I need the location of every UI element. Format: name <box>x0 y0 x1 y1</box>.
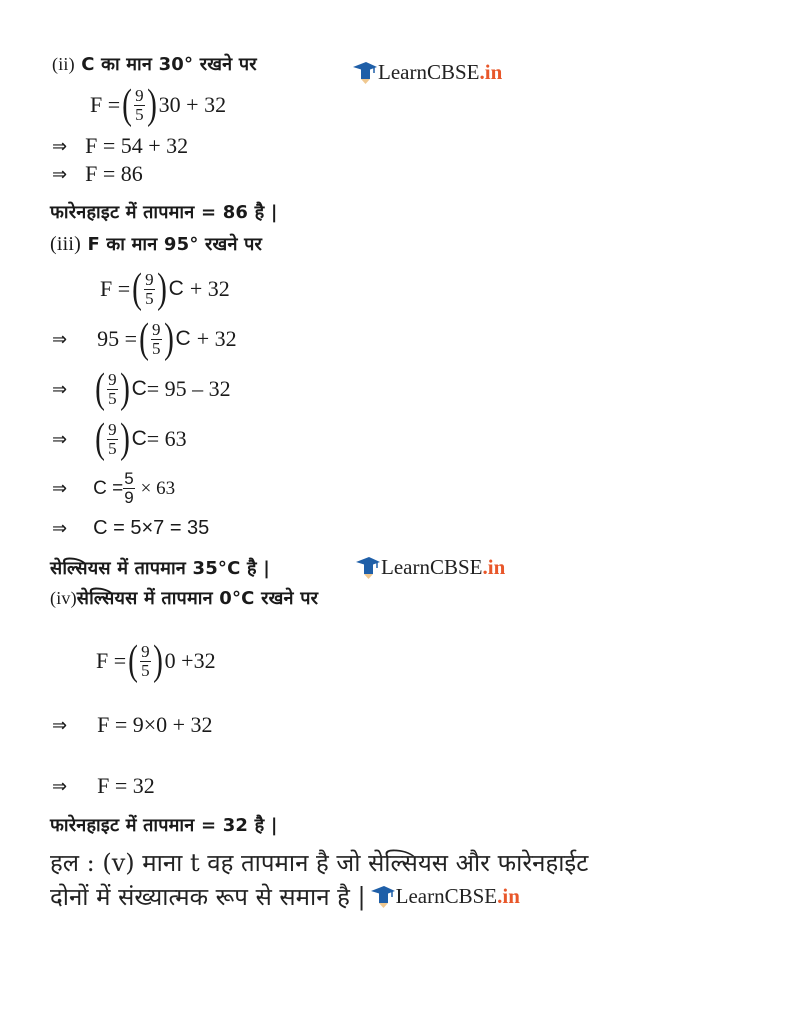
fraction: ( $\frac{9}{5}$ ) <box>95 366 130 412</box>
eq-text: F = 54 + 32 <box>85 133 189 158</box>
conclusion: फारेनहाइट में तापमान = 32 है | <box>50 815 278 836</box>
equation <box>52 368 231 410</box>
eq-text: C = 5×7 = 35 <box>93 517 210 539</box>
equation <box>90 84 226 126</box>
graduation-cap-pencil-icon <box>355 556 381 580</box>
numerator: 9 <box>141 641 150 661</box>
eq-rhs: = 95 – 32 <box>146 376 231 401</box>
part-label: (iv) <box>50 588 77 608</box>
eq-lhs: C = <box>93 477 124 499</box>
equation <box>100 268 230 310</box>
implies-icon: ⇒ <box>52 163 68 185</box>
implies-icon: ⇒ <box>52 328 68 350</box>
fraction: ( $\frac{9}{5}$ ) <box>132 266 167 312</box>
eq-lhs: F = <box>90 92 121 117</box>
solution-text-line-2-row <box>50 880 520 913</box>
equation <box>52 133 188 159</box>
eq-rhs: 0 +32 <box>164 648 216 673</box>
numerator: 9 <box>135 85 144 105</box>
fraction: ( $\frac{9}{5}$ ) <box>128 638 163 684</box>
eq-text: F = 32 <box>97 773 155 798</box>
equation <box>52 470 175 507</box>
variable: C <box>175 327 191 350</box>
eq-rhs: + 32 <box>196 326 237 351</box>
eq-lhs: 95 = <box>97 326 138 351</box>
part-label: (ii) <box>52 54 75 74</box>
brand-name: LearnCBSE <box>381 555 483 579</box>
graduation-cap-pencil-icon <box>352 61 378 85</box>
implies-icon: ⇒ <box>52 714 68 736</box>
part-iv-heading <box>50 586 318 610</box>
graduation-cap-pencil-icon <box>370 885 396 909</box>
implies-icon: ⇒ <box>52 518 68 539</box>
fraction: ( $\frac{9}{5}$ ) <box>122 82 157 128</box>
conclusion: फारेनहाइट में तापमान = 86 है | <box>50 202 278 223</box>
numerator: 9 <box>108 419 117 439</box>
equation <box>52 318 237 360</box>
numerator: 9 <box>108 369 117 389</box>
part-ii-heading <box>52 52 257 76</box>
implies-icon: ⇒ <box>52 428 68 450</box>
denominator: 9 <box>124 488 134 507</box>
part-label: (iii) <box>50 233 81 255</box>
denominator: 5 <box>145 288 154 308</box>
brand-name: LearnCBSE <box>395 884 498 908</box>
variable: C <box>168 277 184 300</box>
denominator: 5 <box>135 104 144 124</box>
brand-watermark <box>352 60 502 85</box>
heading-text: C का मान 30° रखने पर <box>81 54 257 75</box>
brand-tld: .in <box>479 60 503 84</box>
equation <box>52 712 213 738</box>
equation <box>52 418 187 460</box>
part-iii-heading <box>50 232 262 256</box>
heading-text: F का मान 95° रखने पर <box>87 234 263 255</box>
implies-icon: ⇒ <box>52 478 68 499</box>
eq-rhs: = 63 <box>146 426 187 451</box>
equation <box>52 773 155 799</box>
numerator: 5 <box>124 469 134 488</box>
denominator: 5 <box>152 338 161 358</box>
variable: C <box>131 377 147 400</box>
eq-rhs: 30 + 32 <box>158 92 227 117</box>
variable: C <box>131 427 147 450</box>
implies-icon: ⇒ <box>52 378 68 400</box>
equation <box>52 517 209 540</box>
brand-name: LearnCBSE <box>378 60 480 84</box>
eq-rhs: + 32 <box>189 276 230 301</box>
numerator: 9 <box>152 319 161 339</box>
eq-lhs: F = <box>100 276 131 301</box>
fraction: ( $\frac{9}{5}$ ) <box>95 416 130 462</box>
eq-lhs: F = <box>96 648 127 673</box>
brand-watermark <box>370 884 520 909</box>
equation <box>52 161 143 187</box>
denominator: 5 <box>141 660 150 680</box>
implies-icon: ⇒ <box>52 135 68 157</box>
eq-text: F = 86 <box>85 161 143 186</box>
fraction <box>123 470 134 507</box>
eq-text: F = 9×0 + 32 <box>97 712 213 737</box>
equation <box>96 640 216 682</box>
heading-text: सेल्सियस में तापमान 0°C रखने पर <box>76 588 319 609</box>
denominator: 5 <box>108 438 117 458</box>
denominator: 5 <box>108 388 117 408</box>
eq-rhs: × 63 <box>140 477 176 499</box>
solution-text-line-1: हल : (v) माना t वह तापमान है जो सेल्सियस और फारेनहाईट <box>50 849 589 877</box>
fraction: ( $\frac{9}{5}$ ) <box>139 316 174 362</box>
brand-tld: .in <box>482 555 506 579</box>
solution-text-line-2: दोनों में संख्यात्मक रूप से समान है | <box>50 883 366 911</box>
conclusion: सेल्सियस में तापमान 35°C है | <box>50 558 270 579</box>
numerator: 9 <box>145 269 154 289</box>
brand-watermark <box>355 555 505 580</box>
brand-tld: .in <box>497 884 520 908</box>
implies-icon: ⇒ <box>52 775 68 797</box>
